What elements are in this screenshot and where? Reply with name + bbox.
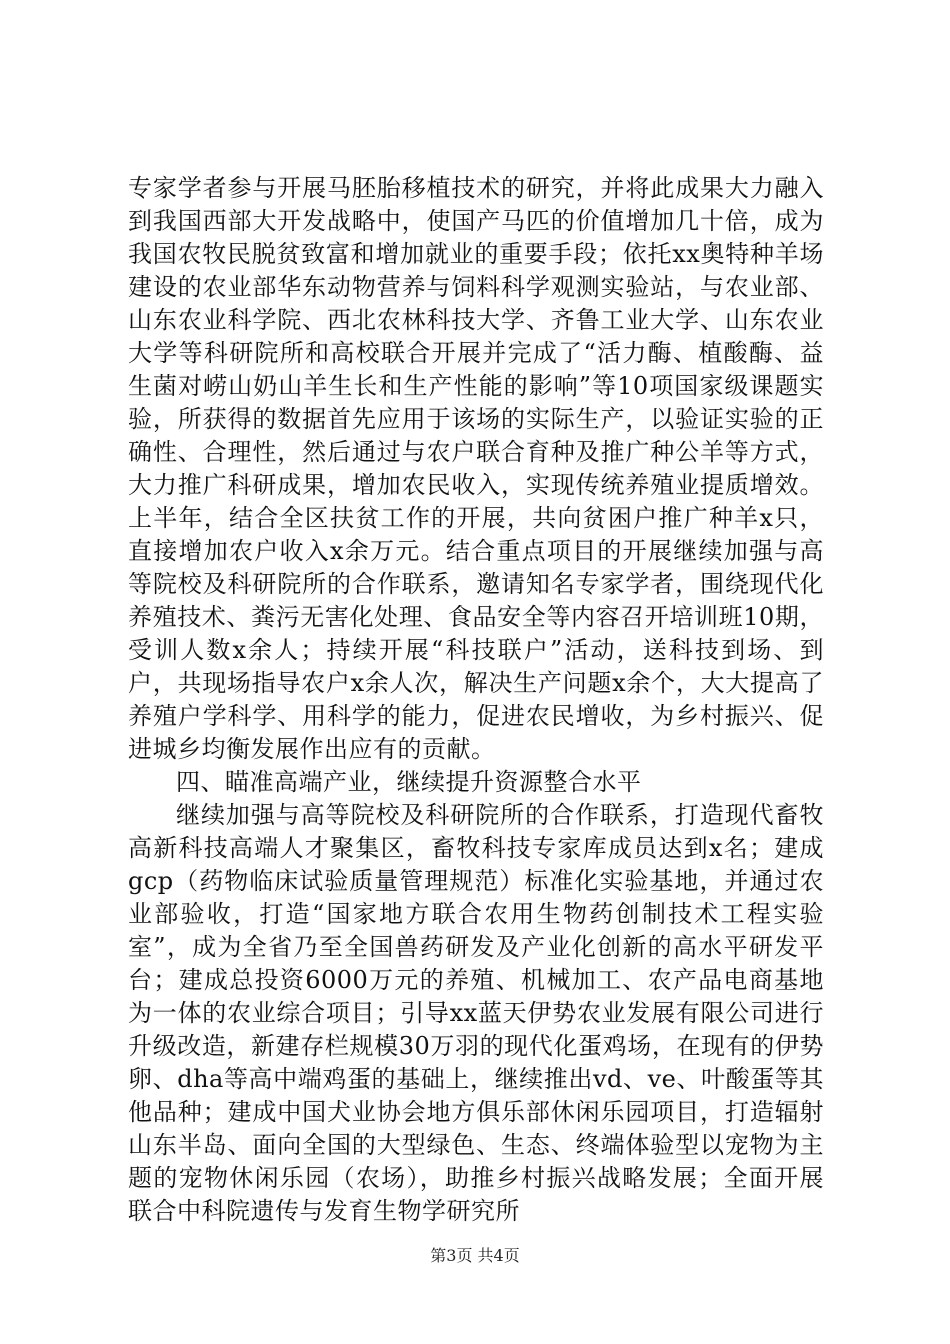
- section-heading-4: 四、瞄准高端产业，继续提升资源整合水平: [176, 768, 642, 796]
- page-footer: 第3页 共4页: [430, 1246, 520, 1265]
- paragraph-2: 继续加强与高等院校及科研院所的合作联系，打造现代畜牧高新科技高端人才聚集区，畜牧科技专家库成员达到x名；建成gcp（药物临床试验质量管理规范）标准化实验基地，并通过农业部验收，打造“国家地方联合农用生物药创制技术工程实验室”，成为全省乃至全国兽药研发及产业化创新的高水平研发平台；建成总投资6000万元的养殖、机械加工、农产品电商基地为一体的农业综合项目；引导xx蓝天伊势农业发展有限公司进行升级改造，新建存栏规模30万羽的现代化蛋鸡场，在现有的伊势卵、dha等高中端鸡蛋的基础上，继续推出vd、ve、叶酸蛋等其他品种；建成中国犬业协会地方俱乐部休闲乐园项目，打造辐射山东半岛、面向全国的大型绿色、生态、终端体验型以宠物为主题的宠物休闲乐园（农场），助推乡村振兴战略发展；全面开展联合中科院遗传与发育生物学研究所: [128, 801, 824, 1225]
- paragraph-1: 专家学者参与开展马胚胎移植技术的研究，并将此成果大力融入到我国西部大开发战略中，使国产马匹的价值增加几十倍，成为我国农牧民脱贫致富和增加就业的重要手段；依托xx奥特种羊场建设的农业部华东动物营养与饲料科学观测实验站，与农业部、山东农业科学院、西北农林科技大学、齐鲁工业大学、山东农业大学等科研院所和高校联合开展并完成了“活力酶、植酸酶、益生菌对崂山奶山羊生长和生产性能的影响”等10项国家级课题实验，所获得的数据首先应用于该场的实际生产，以验证实验的正确性、合理性，然后通过与农户联合育种及推广种公羊等方式，大力推广科研成果，增加农民收入，实现传统养殖业提质增效。上半年，结合全区扶贫工作的开展，共向贫困户推广种羊x只，直接增加农户收入x余万元。结合重点项目的开展继续加强与高等院校及科研院所的合作联系，邀请知名专家学者，围绕现代化养殖技术、粪污无害化处理、食品安全等内容召开培训班10期，受训人数x余人；持续开展“科技联户”活动，送科技到场、到户，共现场指导农户x余人次，解决生产问题x余个，大大提高了养殖户学科学、用科学的能力，促进农民增收，为乡村振兴、促进城乡均衡发展作出应有的贡献。: [128, 174, 824, 763]
- document-body: [128, 172, 824, 1228]
